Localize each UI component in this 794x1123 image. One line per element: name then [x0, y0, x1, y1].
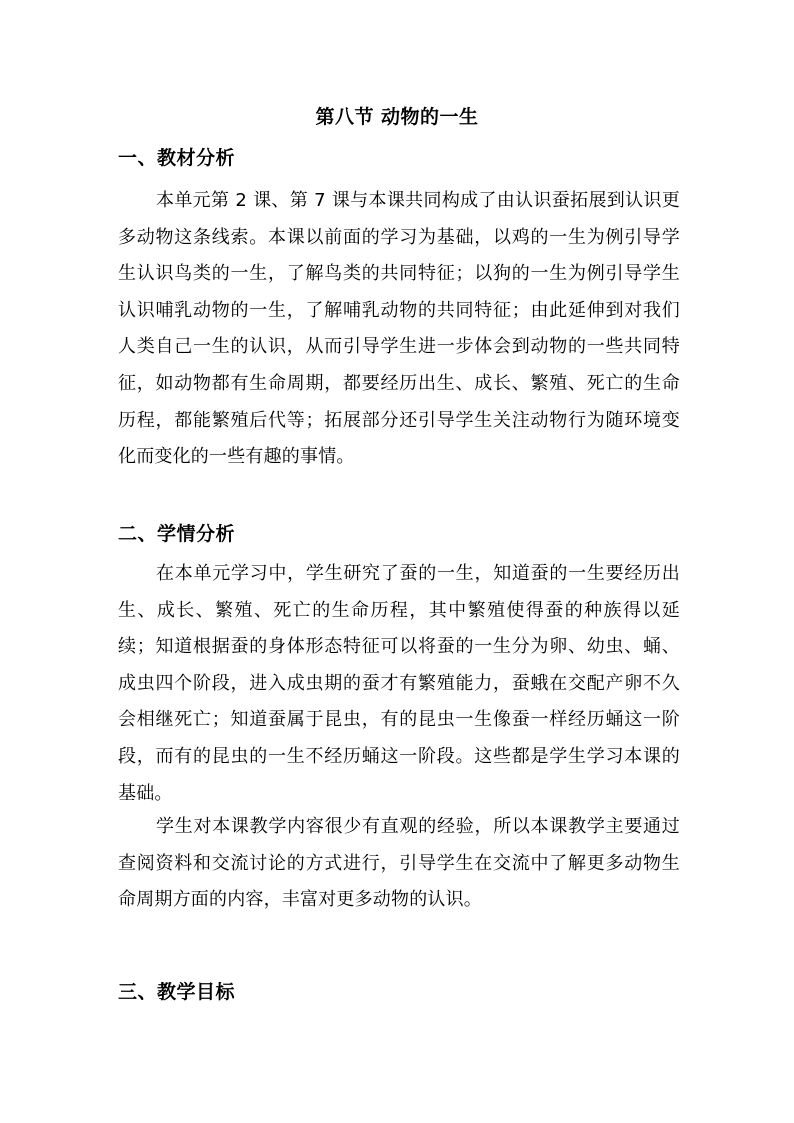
paragraph-textbook-analysis: 本单元第 2 课、第 7 课与本课共同构成了由认识蚕拓展到认识更多动物这条线索。本课以前面的学习为基础，以鸡的一生为例引导学生认识鸟类的一生，了解鸟类的共同特征；以狗的一生为例引导学生认识哺乳动物的一生，了解哺乳动物的共同特征；由此延伸到对我们人类自己一生的认识，从而引导学生进一步体会到动物的一些共同特征，如动物都有生命周期，都要经历出生、成长、繁殖、死亡的生命历程，都能繁殖后代等；拓展部分还引导学生关注动物行为随环境变化而变化的一些有趣的事情。	[118, 190, 680, 468]
document-title: 第八节 动物的一生	[315, 106, 479, 128]
paragraph-learner-analysis-1: 在本单元学习中，学生研究了蚕的一生，知道蚕的一生要经历出生、成长、繁殖、死亡的生命历程，其中繁殖使得蚕的种族得以延续；知道根据蚕的身体形态特征可以将蚕的一生分为卵、幼虫、蛹、成虫四个阶段，进入成虫期的蚕才有繁殖能力，蚕蛾在交配产卵不久会相继死亡；知道蚕属于昆虫，有的昆虫一生像蚕一样经历蛹这一阶段，而有的昆虫的一生不经历蛹这一阶段。这些都是学生学习本课的基础。	[118, 563, 680, 804]
section-heading-textbook-analysis: 一、教材分析	[118, 147, 236, 169]
paragraph-learner-analysis-2: 学生对本课教学内容很少有直观的经验，所以本课教学主要通过查阅资料和交流讨论的方式进行，引导学生在交流中了解更多动物生命周期方面的内容，丰富对更多动物的认识。	[118, 816, 680, 911]
section-heading-teaching-objectives: 三、教学目标	[118, 981, 236, 1003]
section-heading-learner-analysis: 二、学情分析	[118, 523, 236, 545]
